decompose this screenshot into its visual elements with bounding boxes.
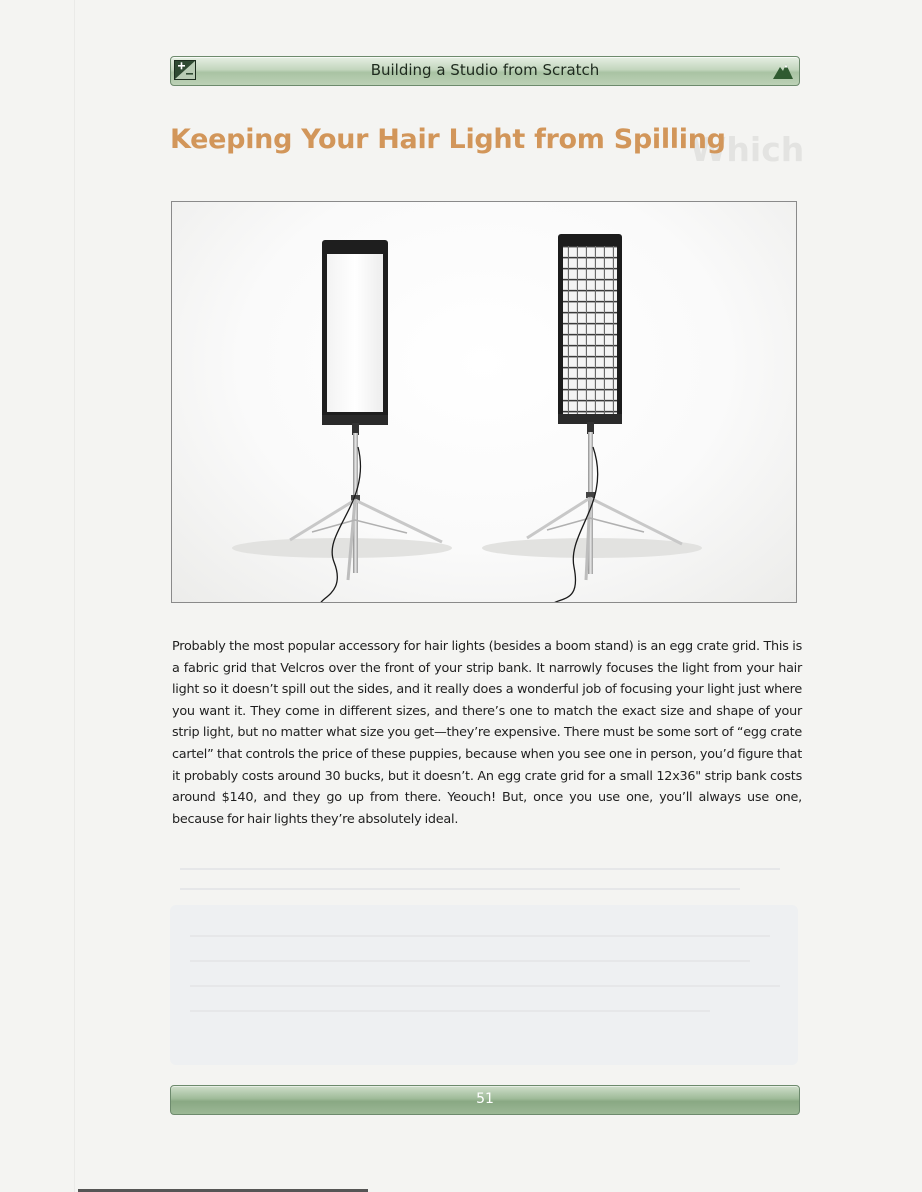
page-number: 51 (476, 1091, 494, 1107)
bleed-through-text: Which (690, 130, 805, 169)
chapter-title: Building a Studio from Scratch (370, 61, 600, 79)
page-title: Keeping Your Hair Light from Spilling (170, 124, 726, 155)
bleed-through-line (190, 960, 750, 962)
bleed-through-line (190, 935, 770, 937)
bleed-through-line (180, 868, 780, 870)
bleed-through-line (190, 1010, 710, 1012)
page-footer-bar (170, 1085, 800, 1115)
bleed-through-line (190, 985, 780, 987)
mountain-icon (773, 63, 793, 79)
body-paragraph: Probably the most popular accessory for hair lights (besides a boom stand) is an egg crate grid. This is a fabric grid that Velcros over the front of your strip bank. It narrowly focuses the light from your hair light so it doesn’t spill out the sides, and it really does a wonderful job of focusing your light just where you want it. They come in different sizes, and there’s one to match the exact size and shape of your strip light, but no matter what size you get—they’re expensive. There must be some sort of “egg crate cartel” that controls the price of these puppies, because when you see one in person, you’d figure that it probably costs around 30 bucks, but it doesn’t. An egg crate grid for a small 12x36" strip bank costs around $140, and they go up from there. Yeouch! But, once you use one, you’ll always use one, because for hair lights they’re absolutely ideal. (172, 639, 802, 827)
bleed-through-line (180, 888, 740, 890)
strip-lights-photo (171, 201, 797, 603)
page-edge (74, 0, 75, 1192)
chapter-header-bar (170, 56, 800, 86)
